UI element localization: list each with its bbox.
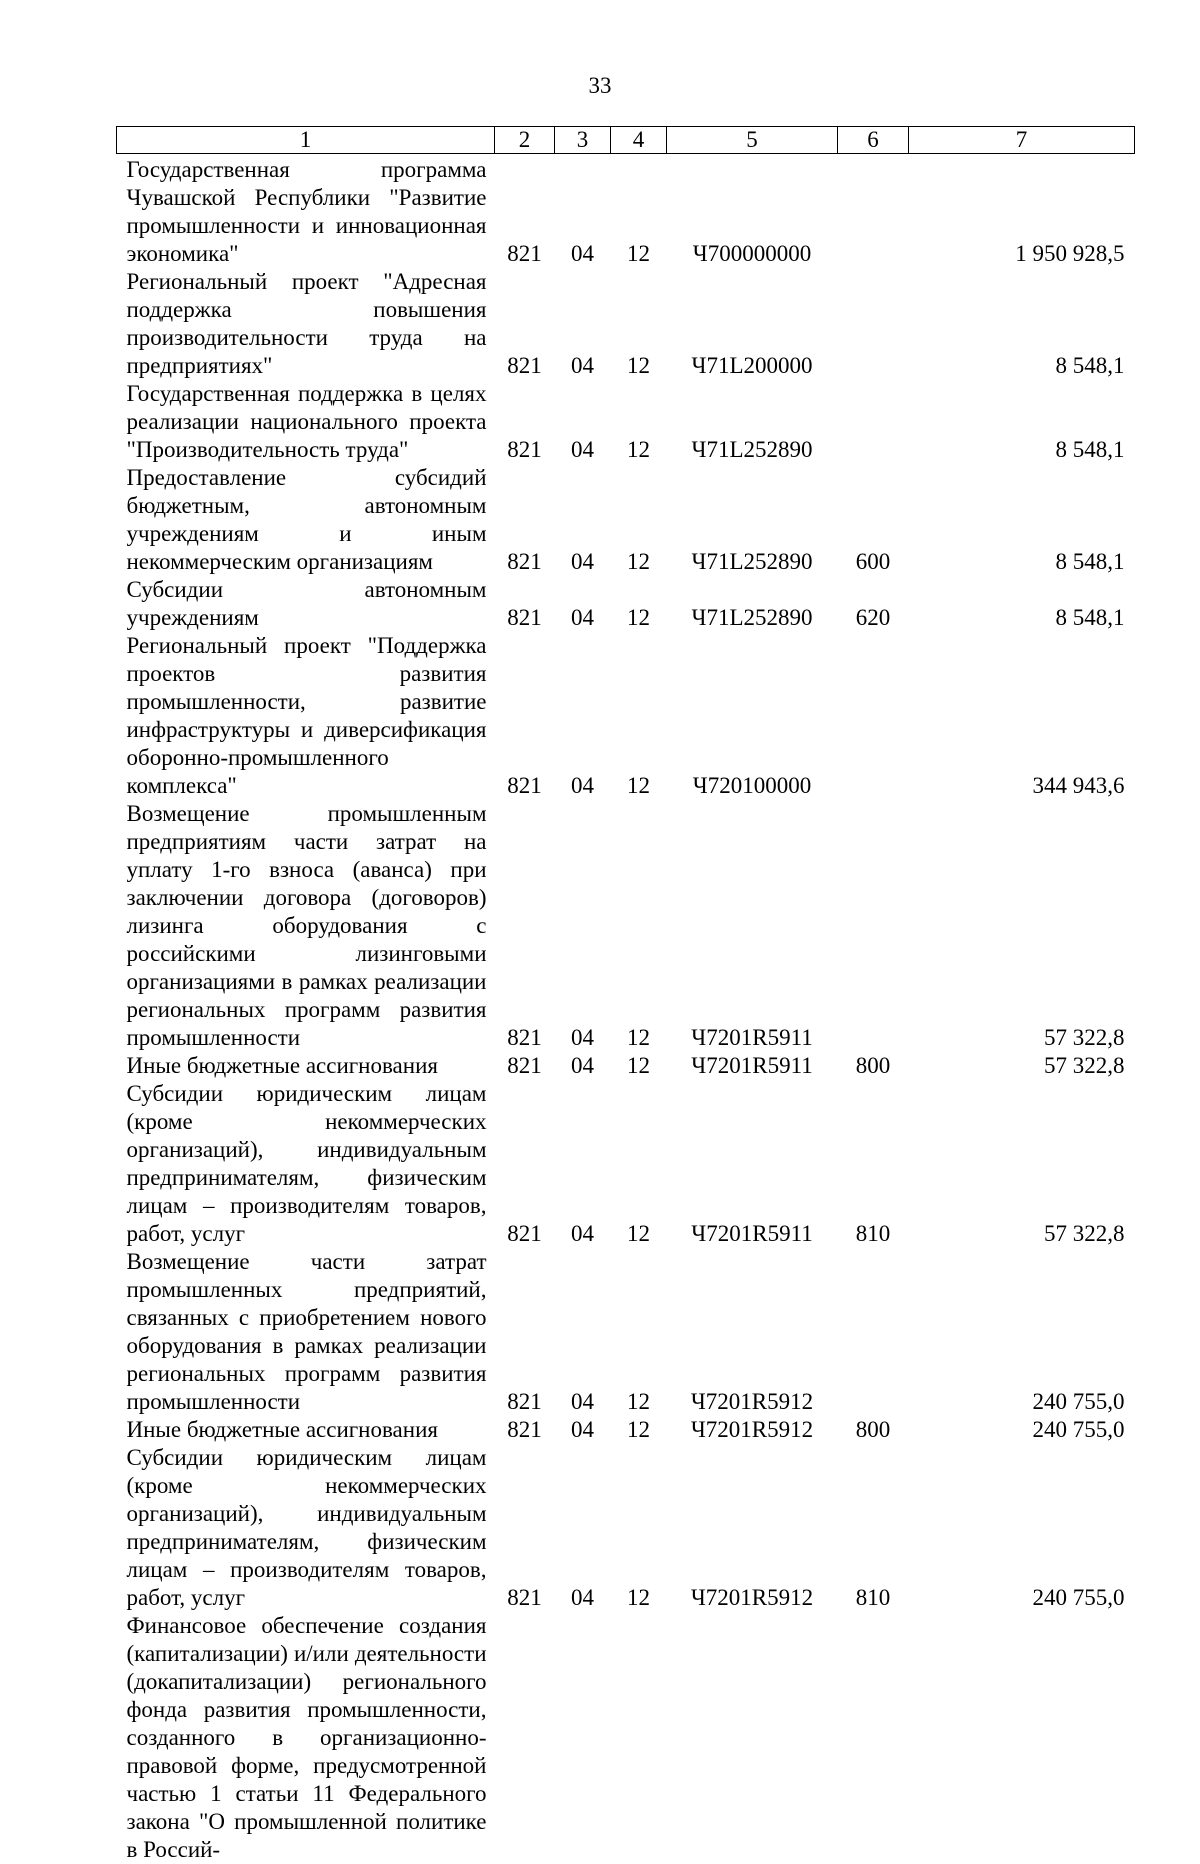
row-vr — [838, 154, 909, 269]
row-grbs: 821 — [507, 353, 542, 378]
row-csr: Ч71L200000 — [691, 353, 813, 378]
row-vr — [838, 1248, 909, 1416]
row-pr: 12 — [627, 773, 650, 798]
row-vr: 620 — [855, 605, 891, 630]
row-amount: 8 548,1 — [1055, 605, 1125, 630]
row-vr: 810 — [855, 1585, 891, 1610]
row-csr — [667, 1612, 838, 1864]
column-number-row — [117, 127, 1135, 154]
row-grbs: 821 — [507, 1025, 542, 1050]
row-name: Государственная программа Чувашской Республики "Развитие промышленности и инновационная экономика" — [126, 157, 487, 266]
table-row — [117, 632, 1135, 800]
row-rz: 04 — [571, 1417, 594, 1442]
row-vr: 800 — [855, 1053, 891, 1078]
row-amount: 344 943,6 — [1032, 773, 1125, 798]
row-grbs: 821 — [507, 605, 542, 630]
row-name: Государственная поддержка в целях реализации национального проекта "Производительность труда" — [126, 381, 487, 462]
row-amount: 8 548,1 — [1055, 437, 1125, 462]
row-grbs: 821 — [507, 1417, 542, 1442]
row-name: Возмещение промышленным предприятиям части затрат на уплату 1-го взноса (аванса) при заключении договора (договоров) лизинга оборудования с российскими лизинговыми организациями в рамках реализации региональных программ развития промышленности — [126, 801, 487, 1050]
row-pr: 12 — [627, 241, 650, 266]
row-rz: 04 — [571, 1389, 594, 1414]
row-pr: 12 — [627, 1221, 650, 1246]
row-csr: Ч71L252890 — [691, 549, 813, 574]
row-vr: 600 — [855, 549, 891, 574]
row-amount: 8 548,1 — [1055, 549, 1125, 574]
table-row — [117, 576, 1135, 632]
row-amount: 57 322,8 — [1044, 1221, 1125, 1246]
column-header-7: 7 — [909, 127, 1135, 154]
table-row — [117, 800, 1135, 1052]
row-grbs: 821 — [507, 241, 542, 266]
row-pr: 12 — [627, 1025, 650, 1050]
row-rz: 04 — [571, 549, 594, 574]
row-csr: Ч7201R5911 — [691, 1025, 813, 1050]
row-csr: Ч7201R5912 — [690, 1417, 814, 1442]
row-vr — [838, 380, 909, 464]
row-grbs: 821 — [507, 1585, 542, 1610]
row-csr: Ч7201R5911 — [691, 1221, 813, 1246]
row-rz: 04 — [571, 605, 594, 630]
row-vr: 810 — [855, 1221, 891, 1246]
row-pr: 12 — [627, 1389, 650, 1414]
row-grbs: 821 — [507, 437, 542, 462]
row-rz: 04 — [571, 241, 594, 266]
column-header-5: 5 — [667, 127, 838, 154]
row-amount: 240 755,0 — [1032, 1389, 1125, 1414]
column-header-4: 4 — [611, 127, 667, 154]
row-rz: 04 — [571, 353, 594, 378]
column-header-2: 2 — [495, 127, 555, 154]
row-name: Субсидии юридическим лицам (кроме некоммерческих организаций), индивидуальным предпринимателям, физическим лицам – производителям товаров, работ, услуг — [126, 1081, 487, 1246]
budget-table — [116, 126, 1135, 1864]
row-grbs: 821 — [507, 1053, 542, 1078]
row-name: Финансовое обеспечение создания (капитализации) и/или деятельности (докапитализации) регионального фонда развития промышленности, созданного в организационно-правовой форме, предусмотренной частью 1 статьи 11 Федерального закона "О промышленной политике в Россий- — [126, 1613, 487, 1862]
row-vr: 800 — [855, 1417, 891, 1442]
row-csr: Ч71L252890 — [691, 605, 813, 630]
row-grbs: 821 — [507, 773, 542, 798]
row-vr — [838, 632, 909, 800]
column-header-1: 1 — [117, 127, 495, 154]
row-rz: 04 — [571, 1585, 594, 1610]
page-number: 33 — [588, 73, 612, 98]
row-csr: Ч7201R5912 — [690, 1389, 814, 1414]
row-rz: 04 — [571, 437, 594, 462]
row-pr: 12 — [627, 605, 650, 630]
row-pr: 12 — [627, 1417, 650, 1442]
row-rz: 04 — [571, 1025, 594, 1050]
row-name: Возмещение части затрат промышленных предприятий, связанных с приобретением нового оборудования в рамках реализации региональных программ развития промышленности — [126, 1249, 487, 1414]
row-amount: 1 950 928,5 — [1015, 241, 1125, 266]
table-row — [117, 154, 1135, 269]
table-row — [117, 268, 1135, 380]
row-name: Региональный проект "Адресная поддержка повышения производительности труда на предприятиях" — [126, 269, 487, 378]
row-pr: 12 — [627, 1585, 650, 1610]
row-name: Региональный проект "Поддержка проектов развития промышленности, развитие инфраструктуры и диверсификация оборонно-промышленного комплекса" — [126, 633, 487, 798]
row-grbs: 821 — [507, 1389, 542, 1414]
table-row — [117, 380, 1135, 464]
row-grbs — [495, 1612, 555, 1864]
row-csr: Ч700000000 — [692, 241, 812, 266]
row-vr — [838, 800, 909, 1052]
row-grbs: 821 — [507, 1221, 542, 1246]
table-row — [117, 1080, 1135, 1248]
row-pr — [611, 1612, 667, 1864]
row-vr — [838, 1612, 909, 1864]
column-header-3: 3 — [555, 127, 611, 154]
row-name: Субсидии автономным учреждениям — [126, 577, 487, 630]
table-row — [117, 1416, 1135, 1444]
row-csr: Ч71L252890 — [691, 437, 813, 462]
table-row — [117, 1612, 1135, 1864]
row-pr: 12 — [627, 1053, 650, 1078]
row-rz: 04 — [571, 773, 594, 798]
row-name: Субсидии юридическим лицам (кроме некоммерческих организаций), индивидуальным предпринимателям, физическим лицам – производителям товаров, работ, услуг — [126, 1445, 487, 1610]
row-name: Иные бюджетные ассигнования — [126, 1417, 438, 1442]
row-rz: 04 — [571, 1053, 594, 1078]
row-amount: 240 755,0 — [1032, 1417, 1125, 1442]
column-header-6: 6 — [838, 127, 909, 154]
table-row — [117, 1052, 1135, 1080]
row-amount — [909, 1612, 1135, 1864]
table-row — [117, 1248, 1135, 1416]
row-name: Предоставление субсидий бюджетным, автономным учреждениям и иным некоммерческим организациям — [126, 465, 487, 574]
row-amount: 240 755,0 — [1032, 1585, 1125, 1610]
row-amount: 8 548,1 — [1055, 353, 1125, 378]
table-row — [117, 1444, 1135, 1612]
row-name: Иные бюджетные ассигнования — [126, 1053, 438, 1078]
row-csr: Ч7201R5911 — [691, 1053, 813, 1078]
row-csr: Ч720100000 — [692, 773, 812, 798]
row-amount: 57 322,8 — [1044, 1025, 1125, 1050]
row-csr: Ч7201R5912 — [690, 1585, 814, 1610]
row-grbs: 821 — [507, 549, 542, 574]
row-vr — [838, 268, 909, 380]
row-rz: 04 — [571, 1221, 594, 1246]
row-pr: 12 — [627, 437, 650, 462]
row-amount: 57 322,8 — [1044, 1053, 1125, 1078]
row-pr: 12 — [627, 549, 650, 574]
table-row — [117, 464, 1135, 576]
row-rz — [555, 1612, 611, 1864]
row-pr: 12 — [627, 353, 650, 378]
